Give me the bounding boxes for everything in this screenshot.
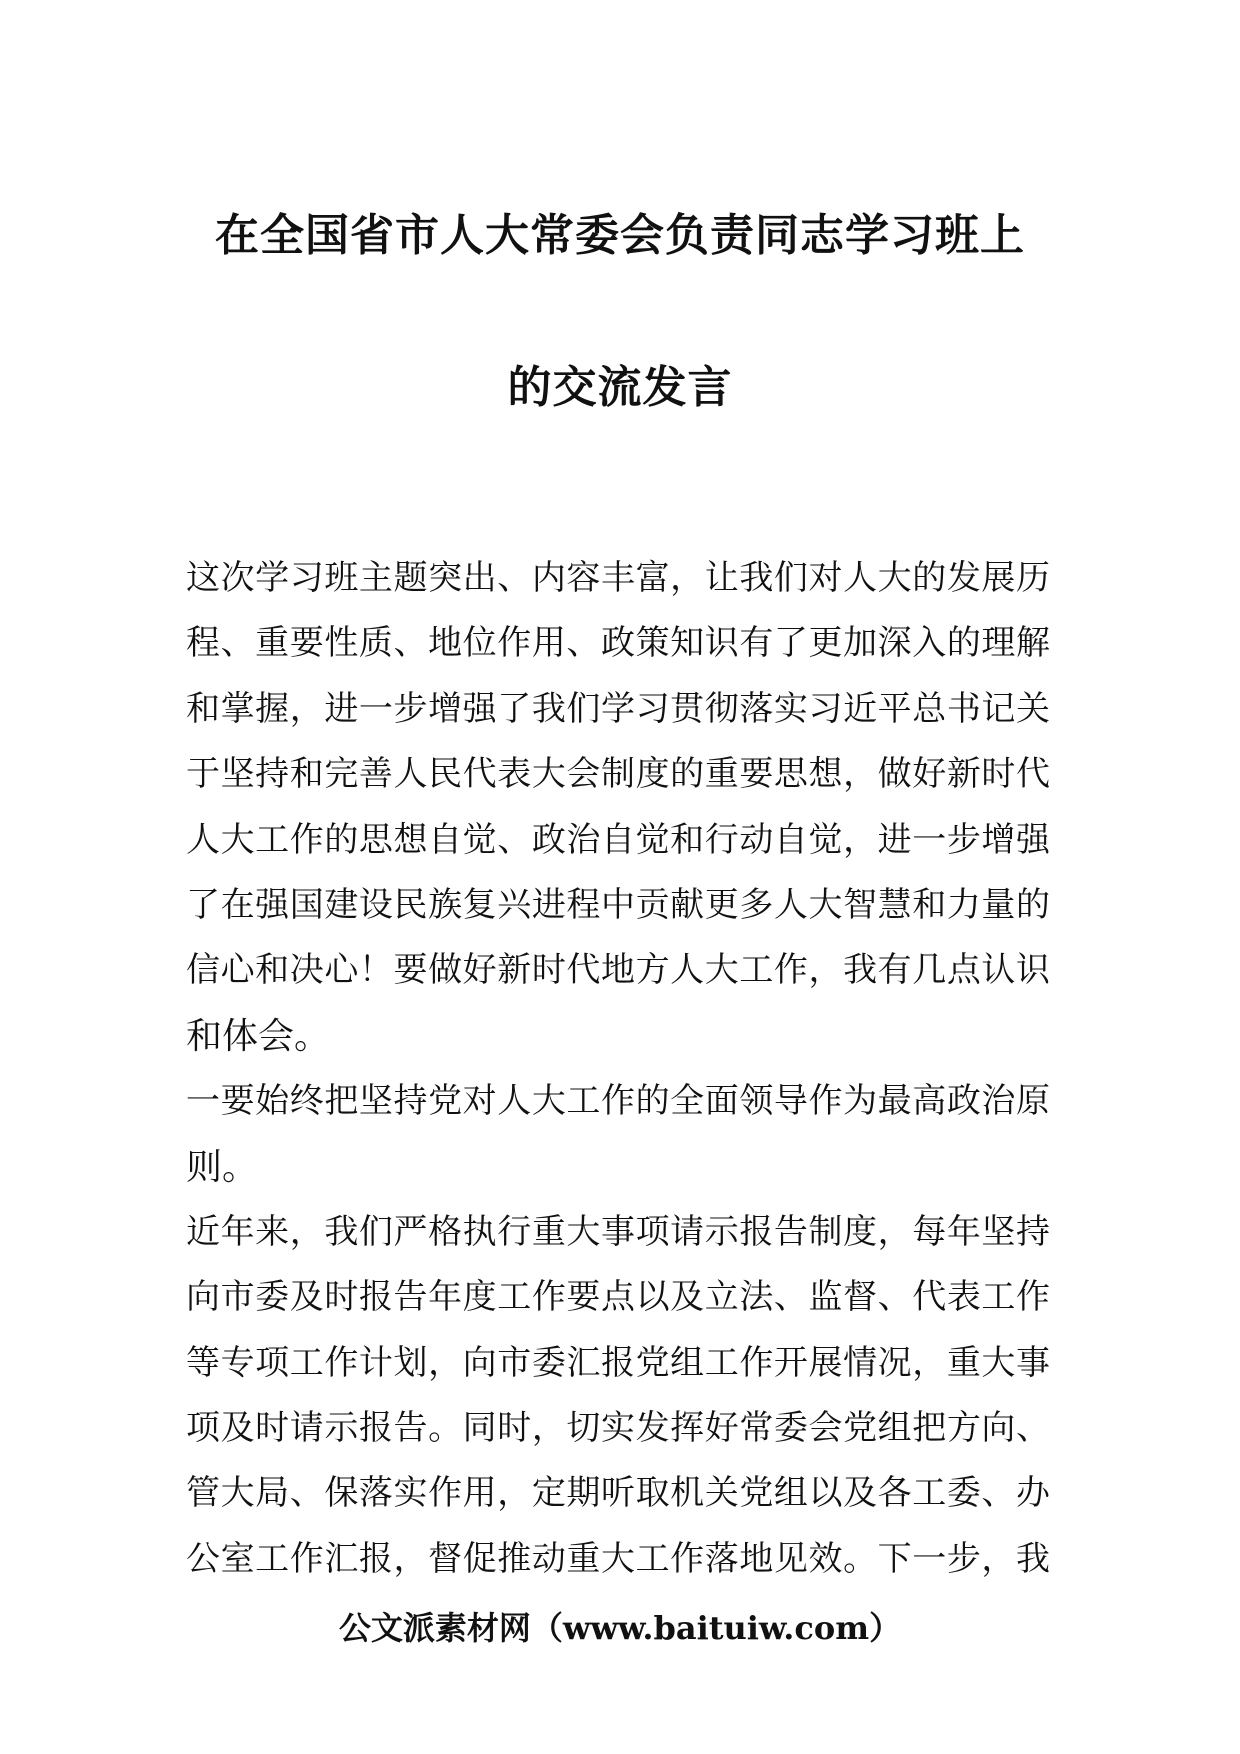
footer-watermark: 公文派素材网（www.baituiw.com） [338, 1609, 902, 1647]
document-title-line-2: 的交流发言 [507, 362, 733, 413]
body-line: 信心和决心！要做好新时代地方人大工作，我有几点认识 [186, 950, 1050, 991]
body-line: 等专项工作计划，向市委汇报党组工作开展情况，重大事 [186, 1342, 1050, 1383]
section-heading-line: 一要始终把坚持党对人大工作的全面领导作为最高政治原 [186, 1081, 1050, 1122]
body-line: 近年来，我们严格执行重大事项请示报告制度，每年坚持 [186, 1211, 1050, 1252]
body-line: 这次学习班主题突出、内容丰富，让我们对人大的发展历 [186, 558, 1050, 598]
body-line: 管大局、保落实作用，定期听取机关党组以及各工委、办 [186, 1473, 1050, 1514]
section-heading-line: 则。 [186, 1146, 259, 1188]
body-line: 和体会。 [186, 1015, 331, 1057]
body-line: 项及时请示报告。同时，切实发挥好常委会党组把方向、 [186, 1408, 1050, 1449]
body-line: 公室工作汇报，督促推动重大工作落地见效。下一步，我 [186, 1538, 1050, 1579]
body-line: 于坚持和完善人民代表大会制度的重要思想，做好新时代 [186, 754, 1050, 795]
body-line: 和掌握，进一步增强了我们学习贯彻落实习近平总书记关 [186, 688, 1050, 729]
document-title-line-1: 在全国省市人大常委会负责同志学习班上 [215, 210, 1025, 261]
body-line: 向市委及时报告年度工作要点以及立法、监督、代表工作 [186, 1277, 1050, 1318]
body-line: 了在强国建设民族复兴进程中贡献更多人大智慧和力量的 [186, 884, 1050, 925]
body-line: 人大工作的思想自觉、政治自觉和行动自觉，进一步增强 [186, 819, 1050, 860]
body-line: 程、重要性质、地位作用、政策知识有了更加深入的理解 [186, 623, 1050, 664]
document-body [186, 546, 1050, 1592]
